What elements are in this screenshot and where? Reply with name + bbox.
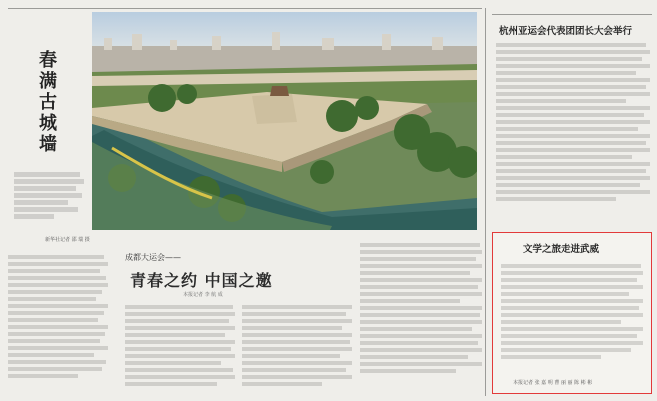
page-title: [36, 50, 60, 155]
body-text-column-4: [360, 240, 482, 394]
body-text-column-3: [242, 302, 352, 394]
article-kicker: 成都大运会——: [125, 253, 181, 262]
body-text-column-1: [8, 252, 108, 392]
photo-caption-text: [14, 170, 88, 221]
title-char: 墙: [39, 134, 57, 155]
right-top-rule: [492, 14, 652, 15]
city-wall-photo: [92, 12, 477, 230]
title-char: 满: [39, 71, 57, 92]
title-char: 城: [39, 113, 57, 134]
photo-credit: 新华社记者 邵 瑞 摄: [45, 237, 90, 243]
city-wall-illustration: [92, 12, 477, 230]
title-char: 春: [39, 50, 57, 71]
box-article-credit: 本报记者 张 嘉 明 曹 丽 丽 陈 彬 彬: [513, 380, 593, 386]
box-article-title: 文学之旅走进武威: [523, 244, 600, 255]
highlighted-article-box: [492, 232, 652, 394]
title-char: 古: [39, 92, 57, 113]
top-border: [8, 8, 482, 9]
article-headline: 青春之约 中国之邀: [130, 271, 273, 290]
right-article-body: [496, 40, 650, 224]
body-text-column-2: [125, 302, 235, 394]
box-article-body: [501, 261, 643, 371]
column-divider: [485, 8, 486, 396]
article-byline: 本报记者 李 航 成: [183, 292, 223, 298]
right-article-title: 杭州亚运会代表团团长大会举行: [499, 26, 633, 37]
